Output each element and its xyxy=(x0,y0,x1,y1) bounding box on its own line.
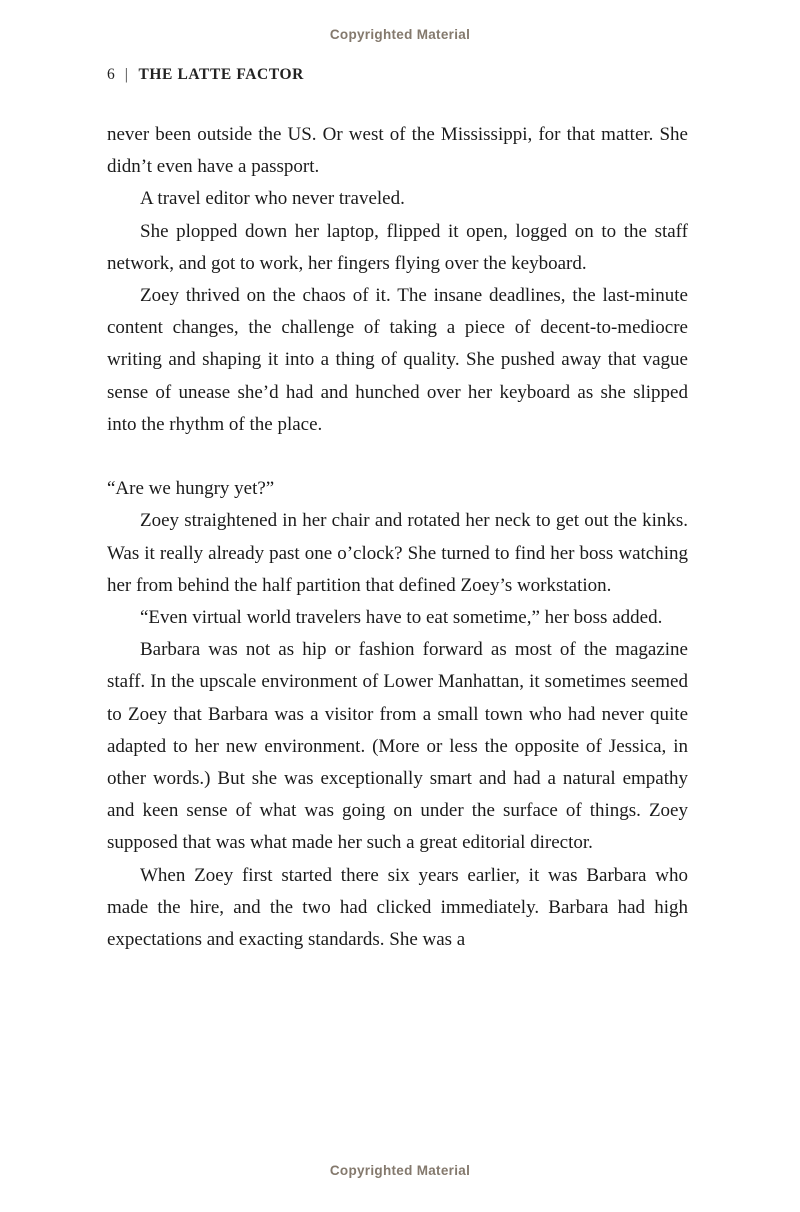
paragraph: never been outside the US. Or west of the Mississippi, for that matter. She didn’t even have a passport. xyxy=(107,124,688,178)
header-divider: | xyxy=(124,66,129,83)
paragraph: A travel editor who never traveled. xyxy=(140,188,405,210)
body-text xyxy=(107,119,688,956)
paragraph: When Zoey first started there six years earlier, it was Barbara who made the hire, and the two had clicked immediately. Barbara had high expectations and exacting standards. She was a xyxy=(107,864,688,951)
running-header xyxy=(107,66,304,84)
book-title: THE LATTE FACTOR xyxy=(138,66,304,83)
paragraph: She plopped down her laptop, flipped it open, logged on to the staff network, and got to work, her fingers flying over the keyboard. xyxy=(107,220,688,274)
copyright-notice-bottom: Copyrighted Material xyxy=(329,1163,471,1178)
copyright-notice-top: Copyrighted Material xyxy=(329,27,471,42)
paragraph-scene-break: “Are we hungry yet?” xyxy=(107,478,275,500)
paragraph: Zoey thrived on the chaos of it. The insane deadlines, the last-minute content changes, the challenge of taking a piece of decent-to-mediocre writing and shaping it into a thing of quality. She pushed away that vague sense of unease she’d had and hunched over her keyboard as she slipped into the rhythm of the place. xyxy=(107,285,688,435)
paragraph: Zoey straightened in her chair and rotated her neck to get out the kinks. Was it really already past one o’clock? She turned to find her boss watching her from behind the half partition that defined Zoey’s workstation. xyxy=(107,510,688,596)
paragraph: “Even virtual world travelers have to eat sometime,” her boss added. xyxy=(140,607,663,629)
page-number: 6 xyxy=(107,66,115,83)
paragraph: Barbara was not as hip or fashion forward as most of the magazine staff. In the upscale environment of Lower Manhattan, it sometimes seemed to Zoey that Barbara was a visitor from a small town who had never quite adapted to her new environment. (More or less the opposite of Jessica, in other words.) But she was exceptionally smart and had a natural empathy and keen sense of what was going on under the surface of things. Zoey supposed that was what made her such a great editorial director. xyxy=(107,639,688,854)
